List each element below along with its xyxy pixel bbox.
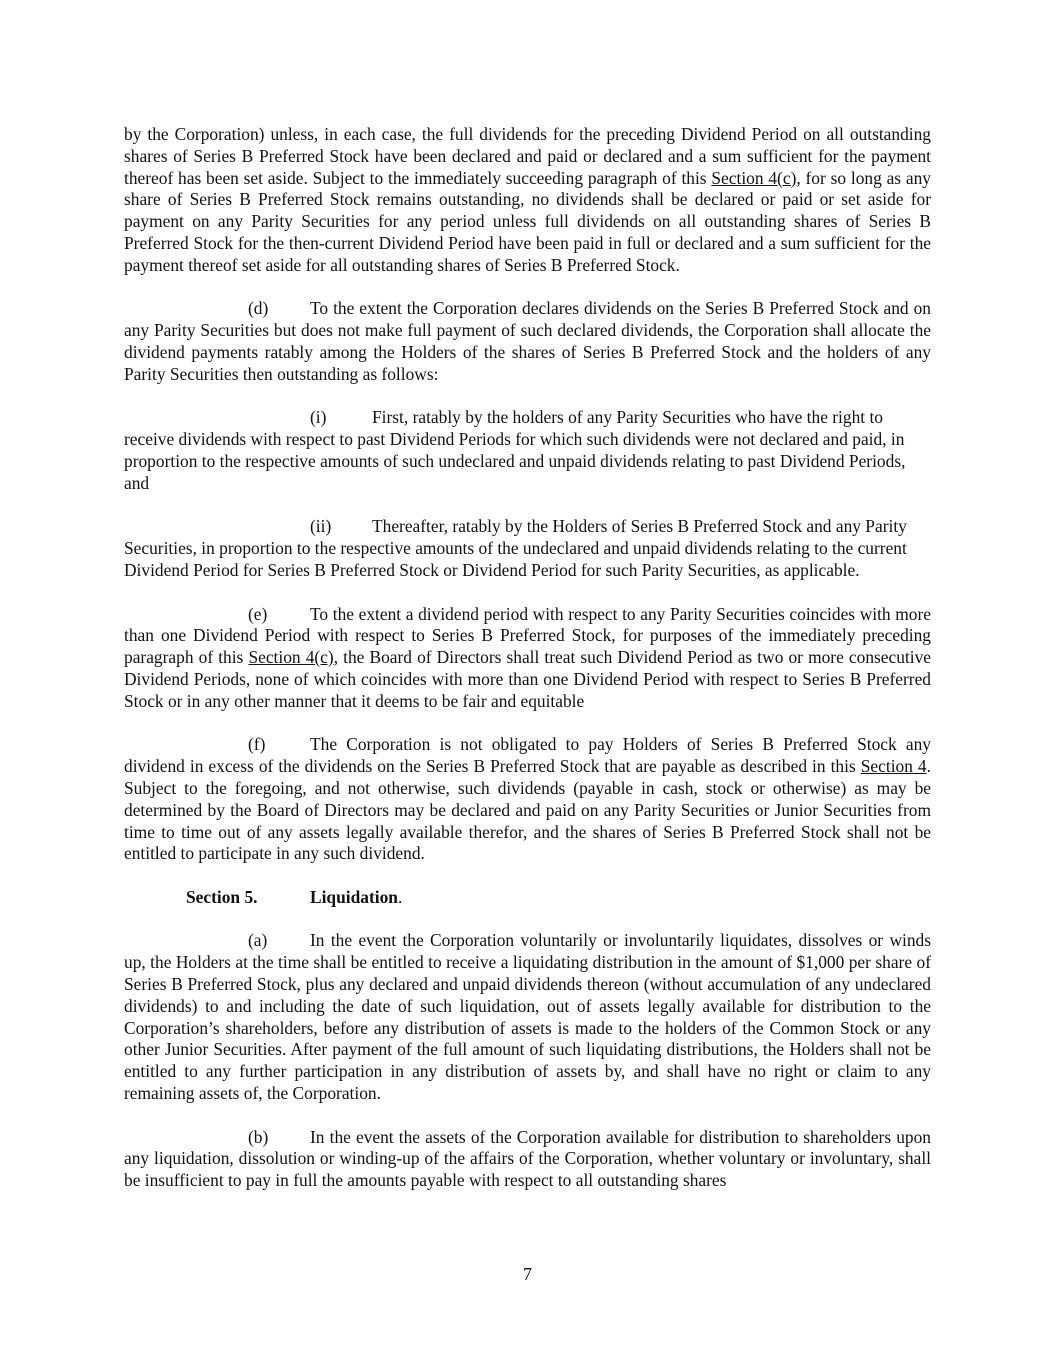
section-5-paragraph-a: [124, 930, 931, 1104]
paragraph-d-ii: [124, 516, 931, 581]
paragraph-f: [124, 734, 931, 865]
paragraph-text: To the extent a dividend period with respect to any Parity Securities coincides with more than one Dividend Period with respect to Series B Preferred Stock, for purposes of the immediately preceding paragraph of this: [124, 603, 931, 668]
section-5-paragraph-b: [124, 1127, 931, 1192]
paragraph-marker: (b): [248, 1126, 269, 1147]
paragraph-marker: (f): [248, 734, 266, 755]
section-5-heading: [124, 887, 931, 909]
paragraph-d-i: [124, 407, 931, 494]
paragraph-text: To the extent the Corporation declares dividends on the Series B Preferred Stock and on any Parity Securities but does not make full payment of such declared dividends, the Corporation shall allocate the dividend payments ratably among the Holders of the shares of Series B Preferred Stock and the holders of any Parity Securities then outstanding as follows:: [124, 298, 931, 384]
paragraph-text: . Subject to the foregoing, and not otherwise, such dividends (payable in cash, stock or otherwise) as may be determined by the Board of Directors may be declared and paid on any Parity Securities or Junior Securities from time to time out of any assets legally available therefor, and the shares of Series B Preferred Stock shall not be entitled to participate in any such dividend.: [124, 756, 931, 864]
section-number: Section 5.: [186, 886, 258, 907]
page-number: 7: [523, 1264, 532, 1284]
paragraph-text: In the event the assets of the Corporation available for distribution to shareholders upon any liquidation, dissolution or winding-up of the affairs of the Corporation, whether voluntary or involuntary, shall be insufficient to pay in full the amounts payable with respect to all outstanding shares: [124, 1126, 931, 1191]
paragraph-text: by the Corporation) unless, in each case, the full dividends for the preceding Dividend Period on all outstanding shares of Series B Preferred Stock have been declared and paid or declared and a sum sufficient for the payment thereof has been set aside. Subject to the immediately succeeding paragraph of this: [124, 124, 931, 188]
paragraph-marker: (i): [310, 407, 327, 428]
paragraph-d: [124, 298, 931, 385]
paragraph-marker: (d): [248, 298, 269, 319]
paragraph-text: , for so long as any share of Series B Preferred Stock remains outstanding, no dividends shall be declared or paid or set aside for payment on any Parity Securities for any period unless full dividends on all outstanding shares of Series B Preferred Stock for the then-current Dividend Period have been paid in full or declared and a sum sufficient for the payment thereof set aside for all outstanding shares of Series B Preferred Stock.: [124, 167, 931, 275]
section-title-period: .: [397, 886, 403, 907]
section-reference-link: Section 4(c): [711, 167, 797, 188]
section-reference-link: Section 4(c): [248, 647, 334, 668]
document-body: [124, 124, 931, 1192]
paragraph-e: [124, 604, 931, 713]
paragraph-marker: (a): [248, 930, 268, 951]
section-reference-link: Section 4: [860, 756, 927, 777]
paragraph-text: First, ratably by the holders of any Parity Securities who have the right to receive dividends with respect to past Dividend Periods for which such dividends were not declared and paid, in proportion to the respective amounts of such undeclared and unpaid dividends relating to past Dividend Periods, and: [124, 407, 906, 493]
paragraph-text: Thereafter, ratably by the Holders of Series B Preferred Stock and any Parity Securities, in proportion to the respective amounts of the undeclared and unpaid dividends relating to the current Dividend Period for Series B Preferred Stock or Dividend Period for such Parity Securities, as applicable.: [124, 516, 907, 580]
paragraph-text: In the event the Corporation voluntarily or involuntarily liquidates, dissolves or winds up, the Holders at the time shall be entitled to receive a liquidating distribution in the amount of $1,000 per share of Series B Preferred Stock, plus any declared and unpaid dividends thereon (without accumulation of any undeclared dividends) to and including the date of such liquidation, out of assets legally available for distribution to the Corporation’s shareholders, before any distribution of assets is made to the holders of the Common Stock or any other Junior Securities. After payment of the full amount of such liquidating distributions, the Holders shall not be entitled to any further participation in any distribution of assets by, and shall have no right or claim to any remaining assets of, the Corporation.: [124, 930, 931, 1104]
section-title: Liquidation: [310, 886, 398, 907]
paragraph-marker: (e): [248, 603, 268, 624]
paragraph-c-continuation: [124, 124, 931, 277]
paragraph-text: , the Board of Directors shall treat such Dividend Period as two or more consecutive Dividend Periods, none of which coincides with more than one Dividend Period with respect to Series B Preferred Stock or in any other manner that it deems to be fair and equitable: [124, 647, 931, 711]
paragraph-text: The Corporation is not obligated to pay Holders of Series B Preferred Stock any dividend in excess of the dividends on the Series B Preferred Stock that are payable as described in this: [124, 734, 931, 777]
paragraph-marker: (ii): [310, 516, 332, 537]
